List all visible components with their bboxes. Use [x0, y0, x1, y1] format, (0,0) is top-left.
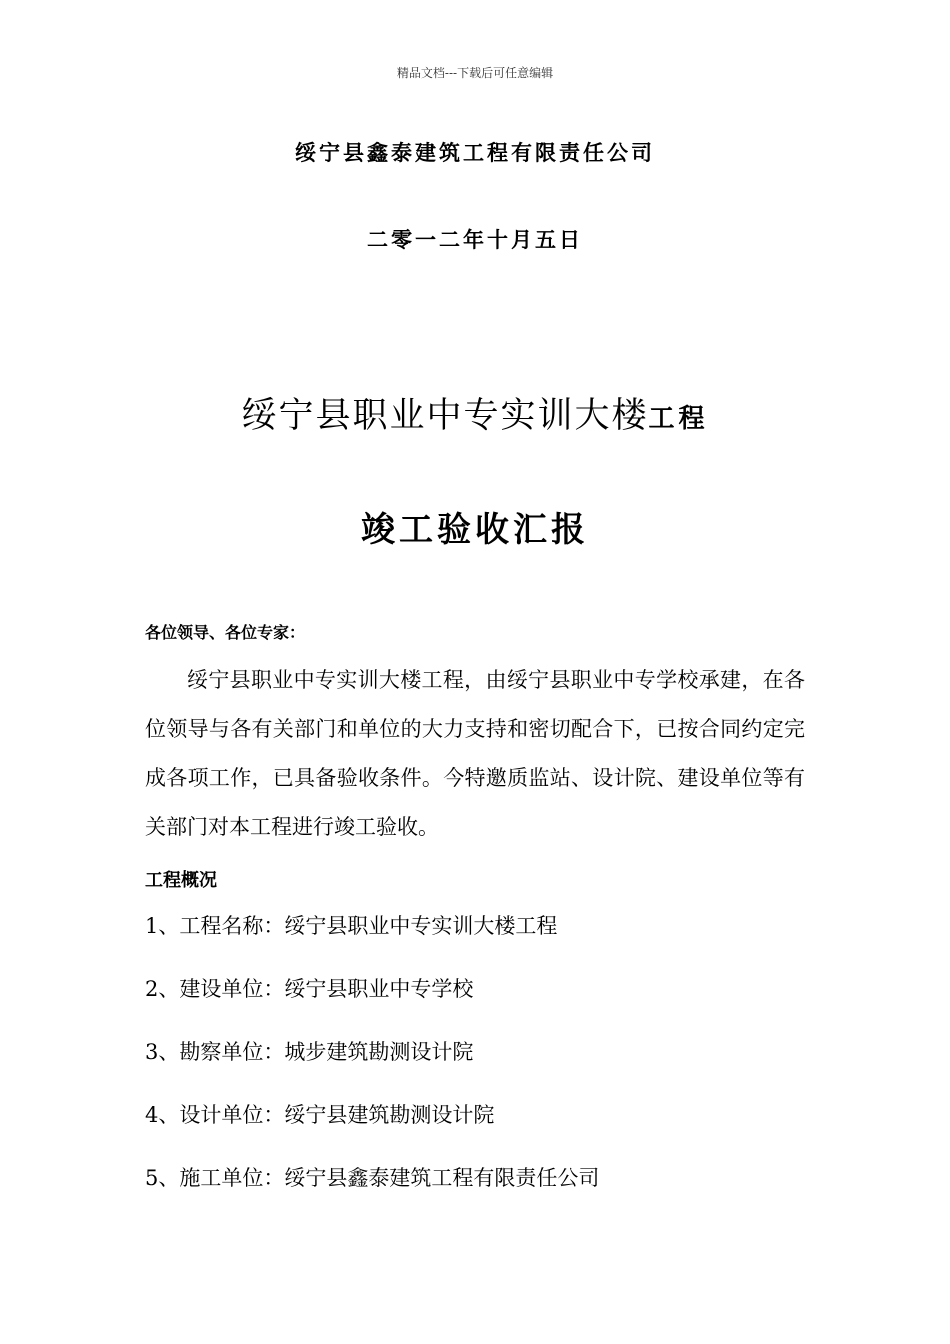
overview-list [145, 908, 599, 1223]
report-date: 二零一二年十月五日 [367, 228, 583, 252]
overview-item-construction: 5、施工单位：绥宁县鑫泰建筑工程有限责任公司 [145, 1166, 600, 1190]
report-title-line2: 竣工验收汇报 [361, 510, 589, 550]
overview-heading: 工程概况 [145, 870, 217, 891]
header-note: 精品文档---下载后可任意编辑 [396, 66, 554, 80]
report-title-line1 [0, 388, 950, 438]
overview-item-design: 4、设计单位：绥宁县建筑勘测设计院 [145, 1103, 495, 1127]
salutation: 各位领导、各位专家： [145, 623, 306, 642]
overview-item-owner: 2、建设单位：绥宁县职业中专学校 [145, 977, 474, 1001]
overview-item-survey: 3、勘察单位：城步建筑勘测设计院 [145, 1040, 474, 1064]
company-name: 绥宁县鑫泰建筑工程有限责任公司 [295, 141, 655, 165]
overview-item-name: 1、工程名称：绥宁县职业中专实训大楼工程 [145, 914, 558, 938]
report-title-regular: 绥宁县职业中专实训大楼 [241, 396, 649, 436]
intro-paragraph: 绥宁县职业中专实训大楼工程，由绥宁县职业中专学校承建，在各位领导与各有关部门和单位的大力支持和密切配合下，已按合同约定完成各项工作，已具备验收条件。今特邀质监站、设计院、建设单位等有关部门对本工程进行竣工验收。 [145, 668, 805, 839]
report-title-bold: 工程 [648, 404, 709, 434]
